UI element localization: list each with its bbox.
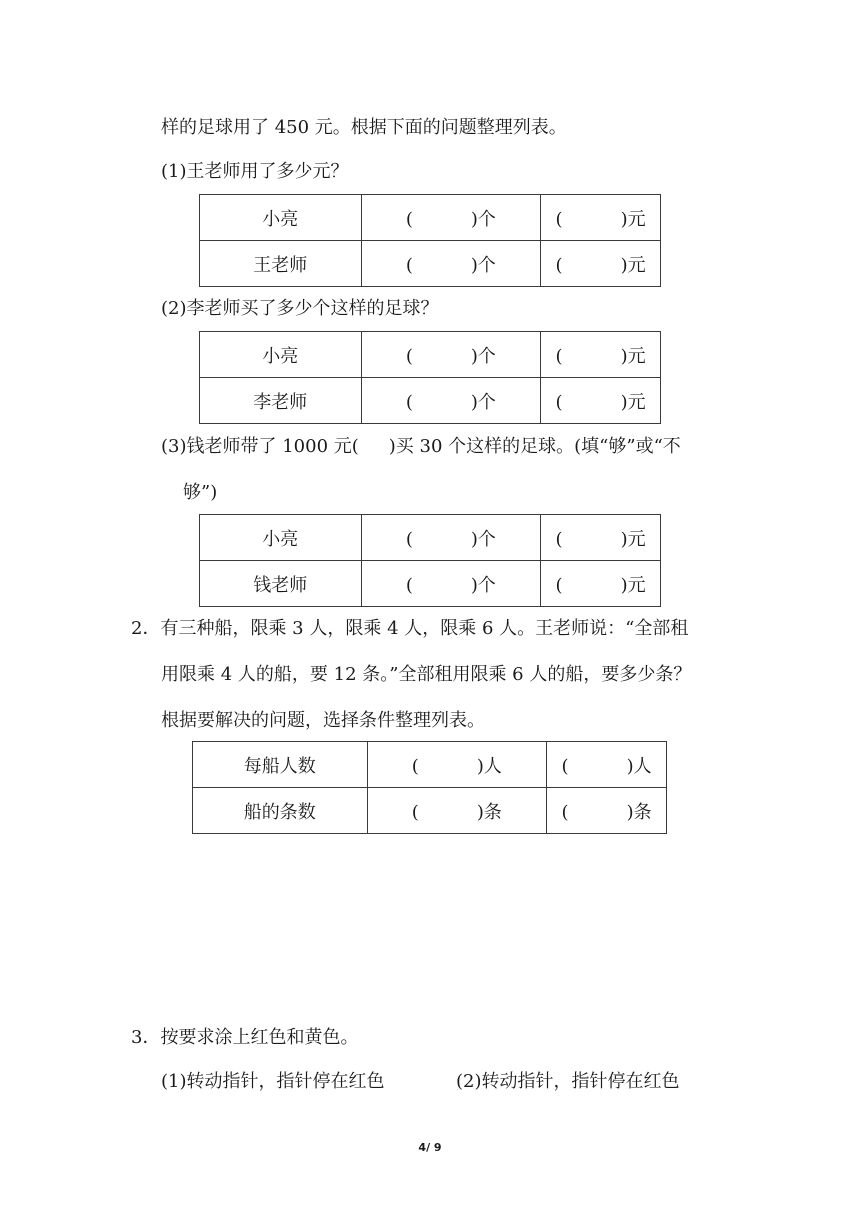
- table-row: [200, 515, 661, 561]
- money-cell[interactable]: ( )元: [541, 515, 661, 561]
- question-3-continued: 够”): [183, 482, 218, 503]
- count-cell[interactable]: ( )个: [361, 561, 541, 607]
- table-q2: [199, 331, 661, 424]
- table-row: [200, 195, 661, 241]
- money-cell[interactable]: ( )元: [541, 378, 661, 424]
- question-2: (2)李老师买了多少个这样的足球？: [161, 298, 439, 319]
- row-name: 小亮: [200, 515, 362, 561]
- problem-3-sub-1: (1)转动指针，指针停在红色: [161, 1071, 385, 1092]
- problem-3-sub-2: (2)转动指针，指针停在红色: [456, 1071, 680, 1092]
- table-row: [193, 742, 667, 788]
- problem-2-line-2: 用限乘 4 人的船，要 12 条。”全部租用限乘 6 人的船，要多少条？: [161, 664, 692, 685]
- problem-2-line-3: 根据要解决的问题，选择条件整理列表。: [161, 710, 485, 731]
- page-number: 4/ 9: [418, 1141, 442, 1154]
- table-row: [200, 332, 661, 378]
- count-cell[interactable]: ( )个: [361, 378, 541, 424]
- row-name: 小亮: [200, 332, 362, 378]
- table-row: [200, 378, 661, 424]
- value-cell[interactable]: ( )人: [547, 742, 667, 788]
- value-cell[interactable]: ( )条: [367, 788, 547, 834]
- table-row: [200, 561, 661, 607]
- table-q1: [199, 194, 661, 287]
- table-q3: [199, 514, 661, 607]
- money-cell[interactable]: ( )元: [541, 561, 661, 607]
- money-cell[interactable]: ( )元: [541, 241, 661, 287]
- value-cell[interactable]: ( )人: [367, 742, 547, 788]
- row-name: 船的条数: [193, 788, 368, 834]
- problem-3-line-1: 3．按要求涂上红色和黄色。: [131, 1027, 359, 1048]
- count-cell[interactable]: ( )个: [361, 515, 541, 561]
- row-name: 钱老师: [200, 561, 362, 607]
- money-cell[interactable]: ( )元: [541, 332, 661, 378]
- table-row: [200, 241, 661, 287]
- question-3: (3)钱老师带了 1000 元( )买 30 个这样的足球。(填“够”或“不: [161, 436, 681, 457]
- row-name: 王老师: [200, 241, 362, 287]
- table-row: [193, 788, 667, 834]
- count-cell[interactable]: ( )个: [361, 241, 541, 287]
- money-cell[interactable]: ( )元: [541, 195, 661, 241]
- row-name: 每船人数: [193, 742, 368, 788]
- count-cell[interactable]: ( )个: [361, 195, 541, 241]
- count-cell[interactable]: ( )个: [361, 332, 541, 378]
- table-problem-2: [192, 741, 667, 834]
- question-1: (1)王老师用了多少元？: [161, 161, 349, 182]
- intro-line: 样的足球用了 450 元。根据下面的问题整理列表。: [161, 117, 567, 138]
- problem-2-line-1: 2．有三种船，限乘 3 人，限乘 4 人，限乘 6 人。王老师说：“全部租: [131, 618, 689, 639]
- row-name: 小亮: [200, 195, 362, 241]
- row-name: 李老师: [200, 378, 362, 424]
- value-cell[interactable]: ( )条: [547, 788, 667, 834]
